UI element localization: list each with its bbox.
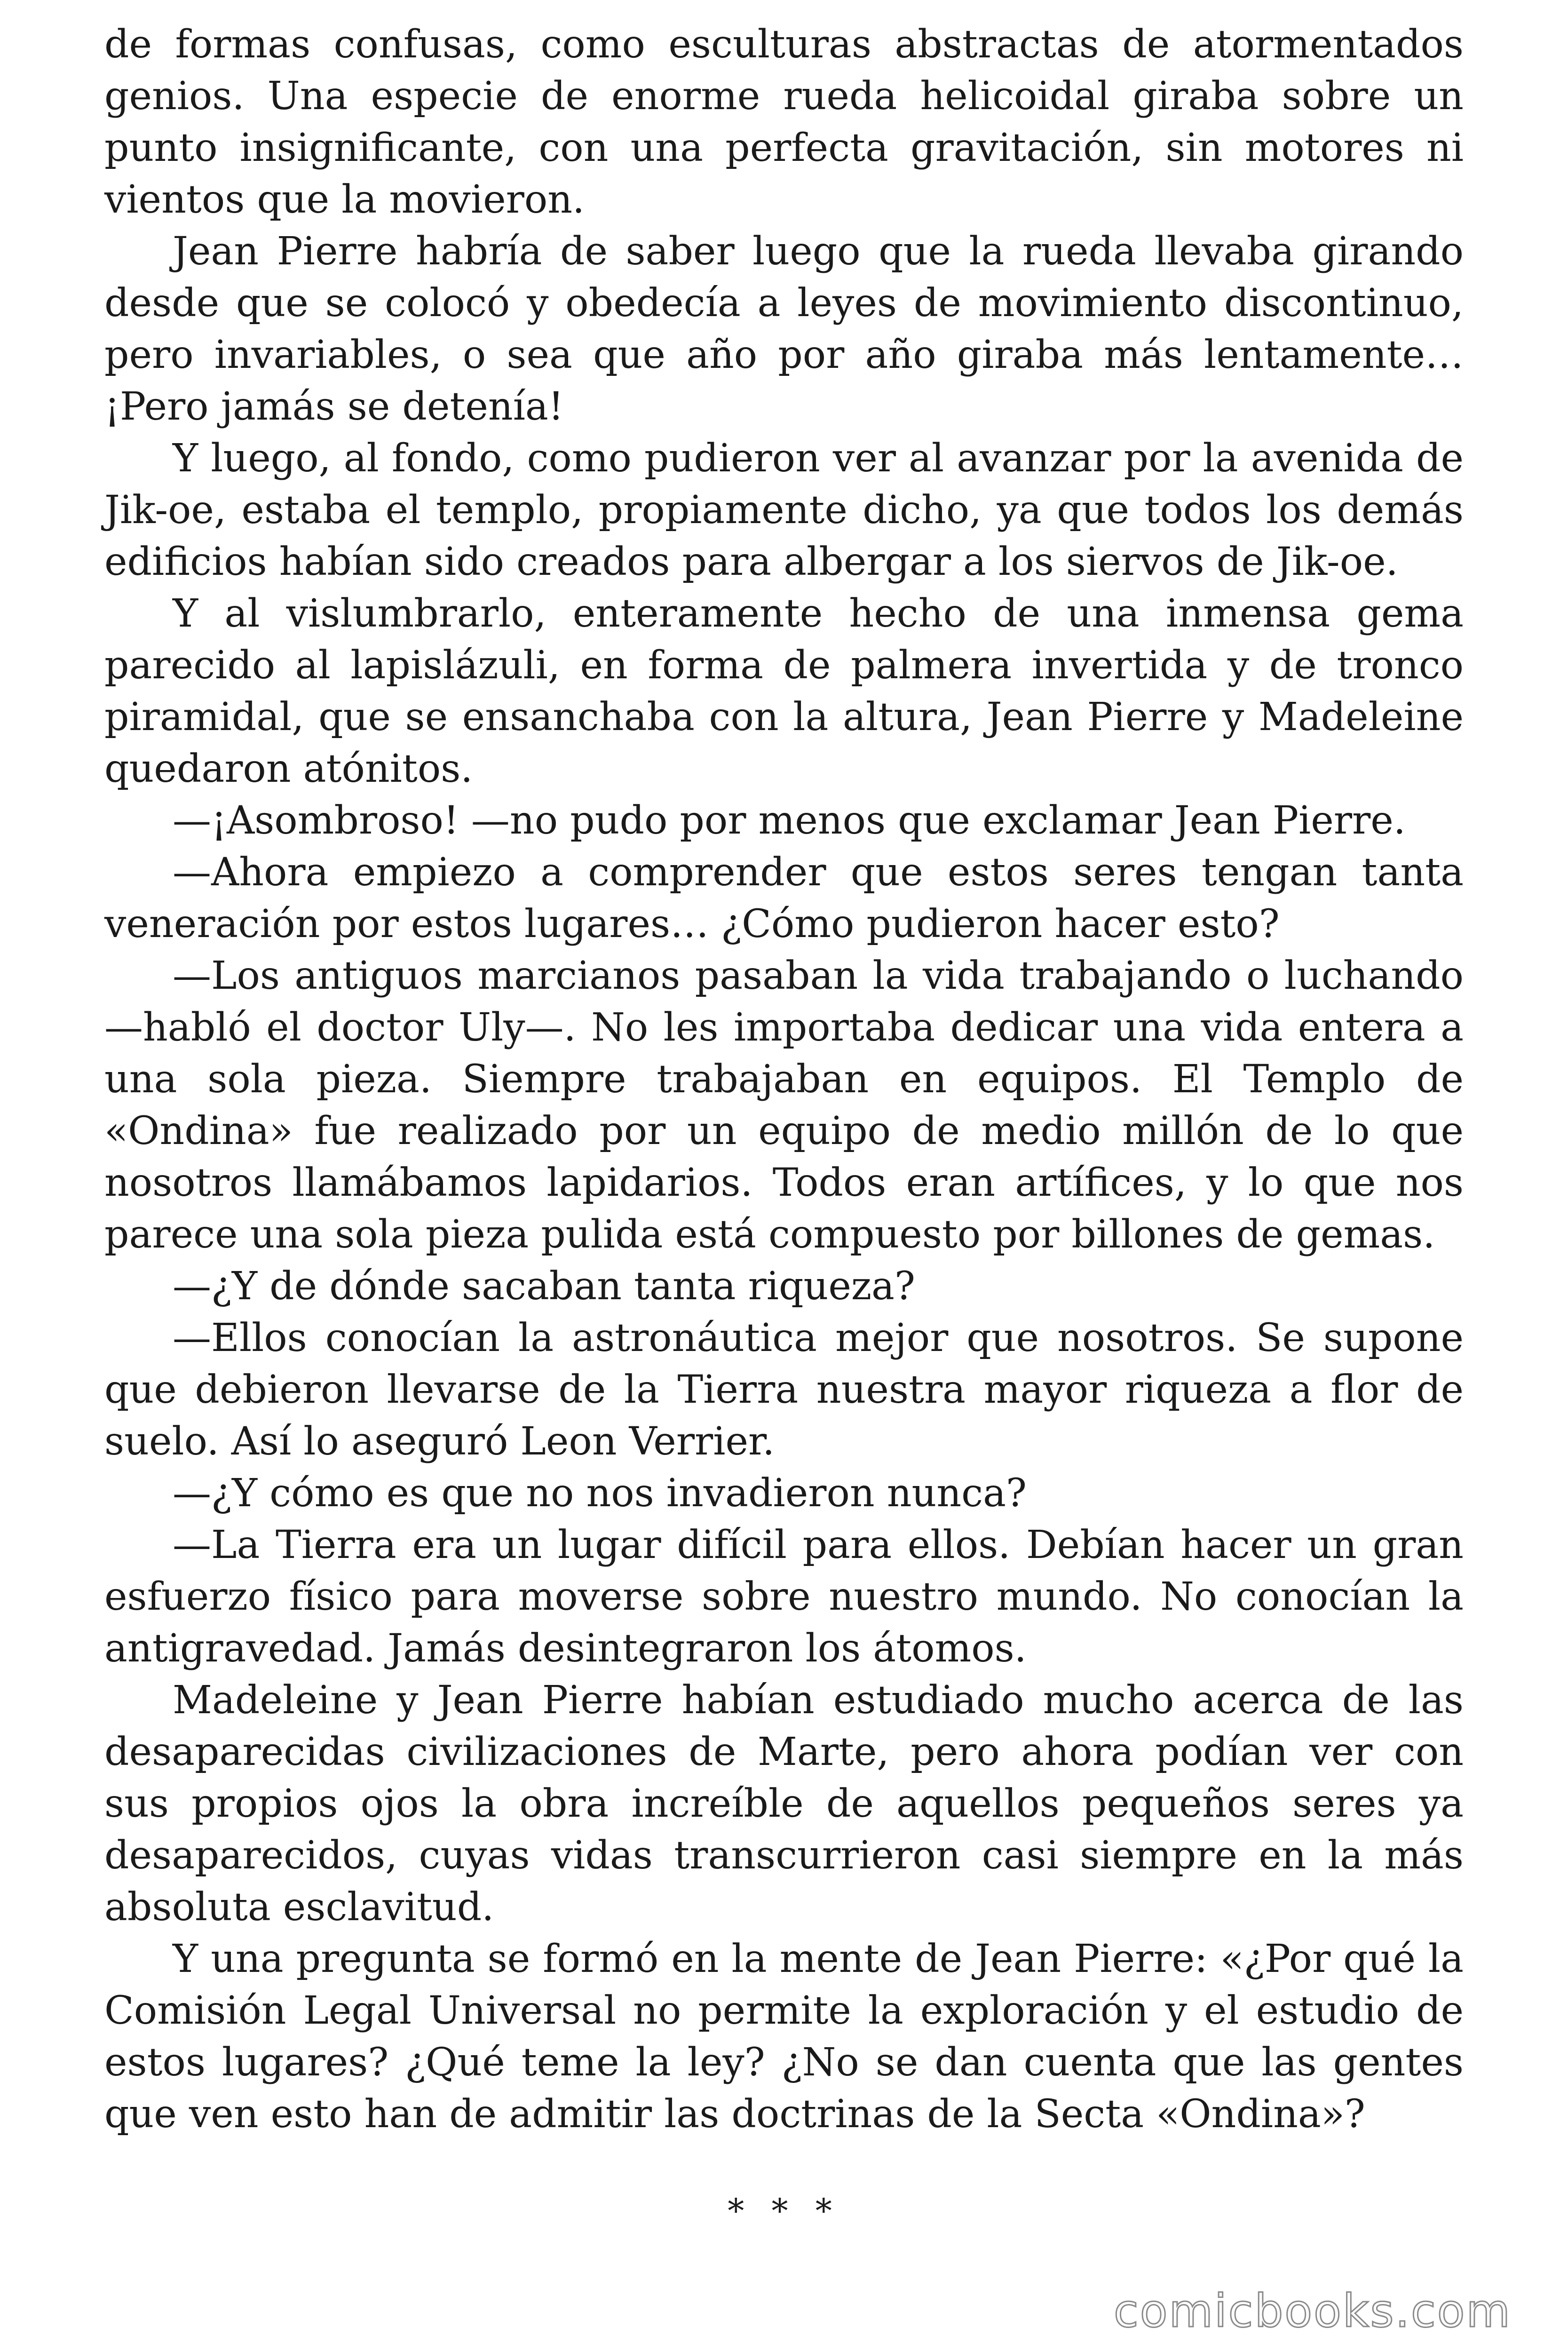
paragraph: Y una pregunta se formó en la mente de Jean Pierre: «¿Por qué la Comisión Legal Universal no permite la exploración y el estudio de estos lugares? ¿Qué teme la ley? ¿No se dan cuenta que las gentes que ven esto han de admitir las doctrinas de la Secta «Ondina»? [104, 1937, 1464, 2137]
dialogue-line: —¡Asombroso! —no pudo por menos que exclamar Jean Pierre. [173, 798, 1406, 843]
dialogue-line: —La Tierra era un lugar difícil para ellos. Debían hacer un gran esfuerzo físico para moverse sobre nuestro mundo. No conocían la antigravedad. Jamás desintegraron los átomos. [104, 1523, 1464, 1671]
dialogue-line: —Ahora empiezo a comprender que estos seres tengan tanta veneración por estos lugares… ¿Cómo pudieron hacer esto? [104, 850, 1464, 946]
book-page [104, 19, 1464, 2237]
dialogue-line: —¿Y cómo es que no nos invadieron nunca? [173, 1471, 1027, 1516]
paragraph: Y luego, al fondo, como pudieron ver al avanzar por la avenida de Jik-oe, estaba el templo, propiamente dicho, ya que todos los demás edificios habían sido creados para albergar a los siervos de Jik-oe. [104, 436, 1464, 584]
dialogue-line: —Los antiguos marcianos pasaban la vida trabajando o luchando —habló el doctor Uly—. No les importaba dedicar una vida entera a una sola pieza. Siempre trabajaban en equipos. El Templo de «Ondina» fue realizado por un equipo de medio millón de lo que nosotros llamábamos lapidarios. Todos eran artífices, y lo que nos parece una sola pieza pulida está compuesto por billones de gemas. [104, 954, 1464, 1257]
watermark: comicbooks.com [1113, 2285, 1512, 2337]
paragraph-continuation: de formas confusas, como esculturas abstractas de atormentados genios. Una especie de enorme rueda helicoidal giraba sobre un punto insignificante, con una perfecta gravitación, sin motores ni vientos que la movieron. [104, 22, 1464, 222]
dialogue-line: —¿Y de dónde sacaban tanta riqueza? [173, 1264, 915, 1309]
dialogue-line: —Ellos conocían la astronáutica mejor que nosotros. Se supone que debieron llevarse de la Tierra nuestra mayor riqueza a flor de suelo. Así lo aseguró Leon Verrier. [104, 1316, 1464, 1464]
scene-separator: * * * [728, 2192, 840, 2230]
paragraph: Madeleine y Jean Pierre habían estudiado mucho acerca de las desaparecidas civilizaciones de Marte, pero ahora podían ver con sus propios ojos la obra increíble de aquellos pequeños seres ya desaparecidos, cuyas vidas transcurrieron casi siempre en la más absoluta esclavitud. [104, 1678, 1464, 1930]
paragraph: Y al vislumbrarlo, enteramente hecho de una inmensa gema parecido al lapislázuli, en forma de palmera invertida y de tronco piramidal, que se ensanchaba con la altura, Jean Pierre y Madeleine quedaron atónitos. [104, 591, 1464, 791]
paragraph: Jean Pierre habría de saber luego que la rueda llevaba girando desde que se colocó y obedecía a leyes de movimiento discontinuo, pero invariables, o sea que año por año giraba más lentamente… ¡Pero jamás se detenía! [104, 229, 1464, 429]
